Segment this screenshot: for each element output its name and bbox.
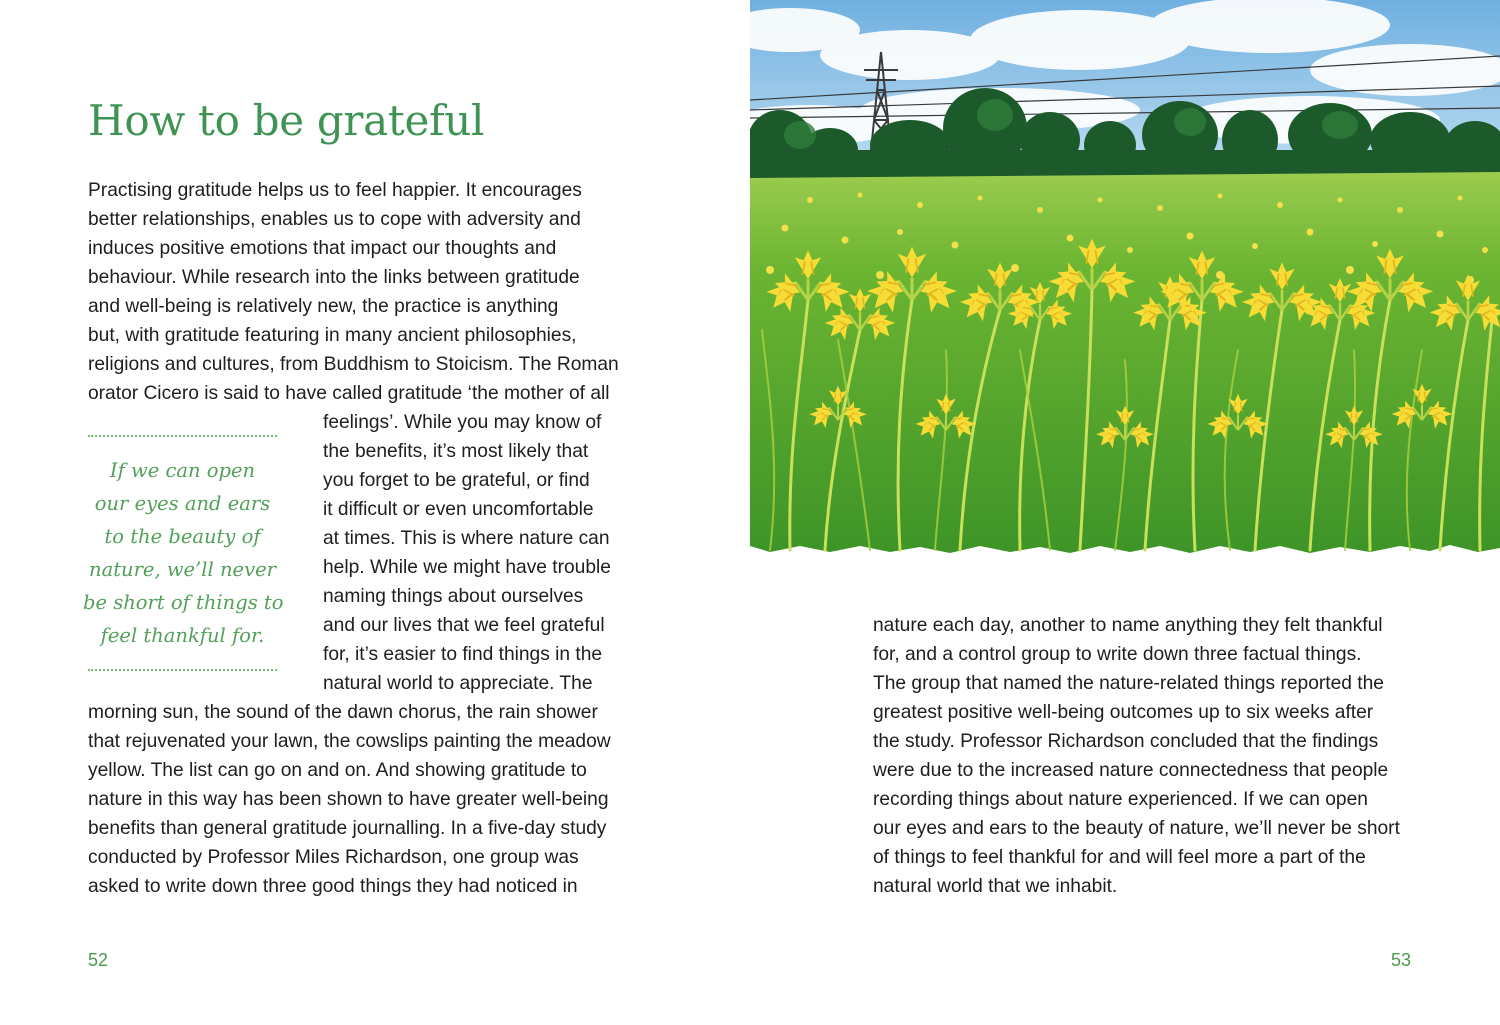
body-line: nature in this way has been shown to have greater well-being (88, 789, 609, 810)
pull-quote-line: be short of things to (83, 591, 284, 614)
page-number-left: 52 (88, 950, 109, 970)
pull-quote-line: to the beauty of (104, 525, 261, 548)
right-page (750, 0, 1500, 1025)
body-line: it difficult or even uncomfortable (323, 499, 594, 520)
body-line: better relationships, enables us to cope with adversity and (88, 209, 581, 230)
body-line: benefits than general gratitude journalling. In a five-day study (88, 818, 607, 839)
page-title: How to be grateful (88, 96, 485, 145)
body-line: were due to the increased nature connectedness that people (873, 760, 1389, 781)
body-line: for, it’s easier to find things in the (323, 644, 603, 665)
body-line: morning sun, the sound of the dawn chorus, the rain shower (88, 702, 598, 723)
body-line: our eyes and ears to the beauty of nature, we’ll never be short (873, 818, 1400, 839)
body-line: natural world that we inhabit. (873, 876, 1118, 897)
pull-quote-line: our eyes and ears (94, 492, 271, 515)
body-line: Practising gratitude helps us to feel happier. It encourages (88, 180, 582, 201)
body-line: feelings’. While you may know of (323, 412, 602, 433)
body-line: that rejuvenated your lawn, the cowslips painting the meadow (88, 731, 611, 752)
body-line: the benefits, it’s most likely that (323, 441, 589, 462)
body-line: of things to feel thankful for and will feel more a part of the (873, 847, 1366, 868)
page-number-right: 53 (1391, 950, 1412, 970)
body-line: the study. Professor Richardson concluded that the findings (873, 731, 1379, 752)
pull-quote-bottom-rule (88, 669, 277, 671)
pull-quote-top-rule (88, 435, 277, 437)
body-line: naming things about ourselves (323, 586, 584, 607)
body-line: you forget to be grateful, or find (323, 470, 590, 491)
body-line: religions and cultures, from Buddhism to Stoicism. The Roman (88, 354, 619, 375)
body-line: help. While we might have trouble (323, 557, 611, 578)
body-line: greatest positive well-being outcomes up to six weeks after (873, 702, 1374, 723)
body-line: behaviour. While research into the links between gratitude (88, 267, 580, 288)
pull-quote-line: If we can open (109, 459, 256, 482)
pull-quote-line: feel thankful for. (100, 624, 265, 647)
meadow-illustration (750, 0, 1500, 560)
body-line: conducted by Professor Miles Richardson, one group was (88, 847, 579, 868)
body-line: recording things about nature experienced. If we can open (873, 789, 1368, 810)
body-line: and well-being is relatively new, the practice is anything (88, 296, 559, 317)
body-line: orator Cicero is said to have called gratitude ‘the mother of all (88, 383, 610, 404)
body-line: and our lives that we feel grateful (323, 615, 605, 636)
body-line: natural world to appreciate. The (323, 673, 593, 694)
body-line: for, and a control group to write down three factual things. (873, 644, 1362, 665)
body-line: yellow. The list can go on and on. And showing gratitude to (88, 760, 587, 781)
body-line: asked to write down three good things they had noticed in (88, 876, 578, 897)
body-line: at times. This is where nature can (323, 528, 610, 549)
body-line: nature each day, another to name anything they felt thankful (873, 615, 1383, 636)
body-line: induces positive emotions that impact our thoughts and (88, 238, 557, 259)
pull-quote-line: nature, we’ll never (89, 558, 276, 581)
body-line: but, with gratitude featuring in many ancient philosophies, (88, 325, 577, 346)
body-line: The group that named the nature-related things reported the (873, 673, 1384, 694)
